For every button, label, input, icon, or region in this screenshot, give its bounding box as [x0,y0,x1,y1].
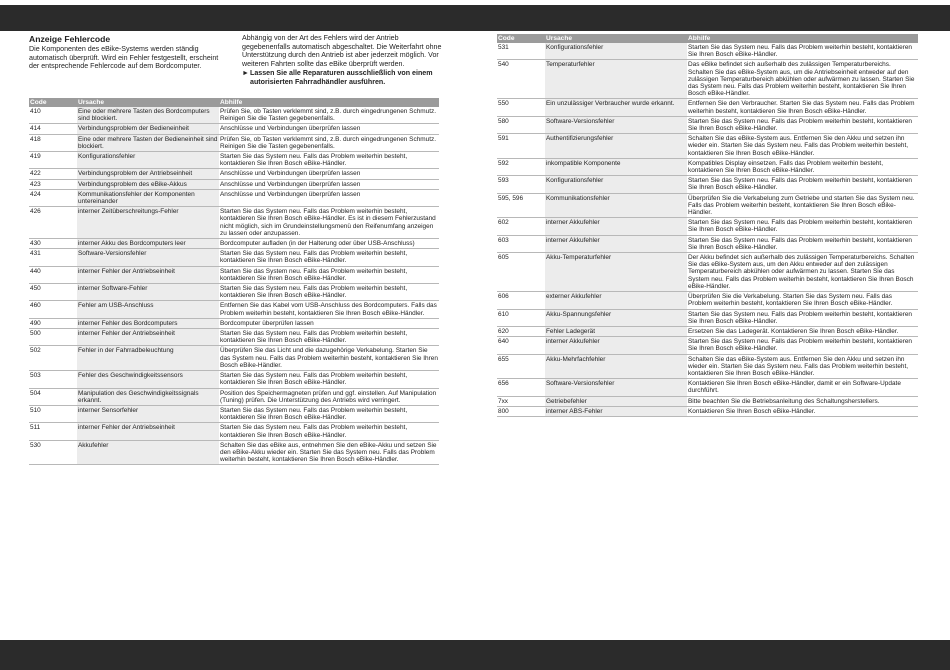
remedy-cell: Schalten Sie das eBike-System aus. Entfernen Sie den Akku und setzen ihn wieder ein. Starten Sie das System neu. Falls das Problem weiterhin besteht, kontaktieren Sie Ihren Bosch eBike-Händler. [687,354,918,379]
bottom-bar [0,640,950,670]
table-row [29,239,439,249]
error-code-cell: 606 [497,292,545,309]
table-row [29,346,439,371]
remedy-cell: Kontaktieren Sie Ihren Bosch eBike-Händler, damit er ein Software-Update durchführt. [687,379,918,396]
cause-cell: Fehler in der Fahrradbeleuchtung [77,346,219,371]
error-code-cell: 423 [29,179,77,189]
table-row [497,253,918,292]
table-row [29,107,439,124]
table-row [497,396,918,406]
remedy-cell: Starten Sie das System neu. Falls das Problem weiterhin besteht, kontaktieren Sie Ihren Bosch eBike-Händler. [687,235,918,252]
error-code-cell: 655 [497,354,545,379]
error-code-cell: 426 [29,207,77,239]
error-code-cell: 510 [29,405,77,422]
error-code-cell: 540 [497,60,545,99]
table-row [29,124,439,134]
remedy-cell: Bordcomputer überprüfen lassen [219,318,439,328]
table-row [29,169,439,179]
table-row [497,337,918,354]
header-remedy: Abhilfe [687,34,918,43]
remedy-cell: Überprüfen Sie die Verkabelung zum Getriebe und starten Sie das System neu. Falls das Problem weiterhin besteht, kontaktieren Sie Ihren Bosch eBike-Händler. [687,193,918,218]
repair-note [242,69,442,86]
error-code-cell: 422 [29,169,77,179]
cause-cell: externer Akkufehler [545,292,687,309]
table-row [29,152,439,169]
error-code-cell: 430 [29,239,77,249]
remedy-cell: Anschlüsse und Verbindungen überprüfen lassen [219,179,439,189]
remedy-cell: Bordcomputer aufladen (in der Halterung oder über USB-Anschluss) [219,239,439,249]
cause-cell: Eine oder mehrere Tasten der Bedieneinheit sind blockiert. [78,135,218,150]
cause-cell: Authentifizierungsfehler [545,134,687,159]
remedy-cell: Kontaktieren Sie Ihren Bosch eBike-Händler. [687,406,918,416]
cause-cell: Fehler des Geschwindigkeitssensors [77,371,219,388]
table-row [497,379,918,396]
cause-cell: inkompatible Komponente [545,158,687,175]
error-code-cell: 431 [29,249,77,266]
error-code-cell: 502 [29,346,77,371]
remedy-cell: Starten Sie das System neu. Falls das Problem weiterhin besteht, kontaktieren Sie Ihren Bosch eBike-Händler. [687,309,918,326]
remedy-cell: Anschlüsse und Verbindungen überprüfen lassen [219,189,439,206]
error-code-cell: 419 [29,152,77,169]
error-code-cell: 418 [29,134,77,151]
table-row [497,354,918,379]
cause-cell: interner Sensorfehler [77,405,219,422]
intro-right [242,34,442,87]
remedy-cell: Schalten Sie das eBike aus, entnehmen Sie den eBike-Akku und setzen Sie den eBike-Akku wieder ein. Starten Sie das System neu. Falls das Problem weiterhin besteht, kontaktieren Sie Ihren Bosch eBike-Händler. [219,440,439,465]
remedy-cell: Position des Speichermagneten prüfen und ggf. einstellen. Auf Manipulation (Tuning) prüfen. Die Unterstützung des Antriebs wird verringert. [219,388,439,405]
remedy-cell: Überprüfen Sie das Licht und die dazugehörige Verkabelung. Starten Sie das System neu. Falls das Problem weiterhin besteht, kontaktieren Sie Ihren Bosch eBike-Händler. [220,347,438,369]
table-row [29,266,439,283]
cause-cell: Konfigurationsfehler [545,43,687,60]
table-row [29,388,439,405]
header-remedy: Abhilfe [219,98,439,107]
table-row [29,284,439,301]
table-row [497,99,918,116]
error-code-cell: 424 [29,189,77,206]
cause-cell: Konfigurationsfehler [77,152,219,169]
table-row [497,176,918,193]
error-code-cell: 602 [497,218,545,235]
table-row [497,218,918,235]
remedy-cell: Starten Sie das System neu. Falls das Problem weiterhin besteht, kontaktieren Sie Ihren Bosch eBike-Händler. [687,337,918,354]
header-code: Code [497,34,545,43]
table-body-right [497,43,918,416]
cause-cell: Kommunikationsfehler der Komponenten untereinander [77,189,219,206]
remedy-cell: Ersetzen Sie das Ladegerät. Kontaktieren Sie Ihren Bosch eBike-Händler. [687,326,918,336]
repair-note-text: Lassen Sie alle Reparaturen ausschließlich von einem autorisierten Fahrradhändler ausführen. [250,69,433,86]
cause-cell: Verbindungsproblem der Antriebseinheit [77,169,219,179]
cause-cell: interner Zeitüberschreitungs-Fehler [77,207,219,239]
cause-cell: interner Fehler der Antriebseinheit [77,266,219,283]
error-code-cell: 530 [29,440,77,465]
section-heading: Anzeige Fehlercode [29,34,111,44]
error-code-cell: 504 [29,388,77,405]
error-code-table-right [497,34,918,417]
table-row [497,116,918,133]
remedy-cell: Starten Sie das System neu. Falls das Problem weiterhin besteht, kontaktieren Sie Ihren Bosch eBike-Händler. [219,371,439,388]
intro-section [29,34,442,98]
header-cause: Ursache [77,98,219,107]
remedy-cell: Anschlüsse und Verbindungen überprüfen lassen [219,169,439,179]
cause-cell: Fehler Ladegerät [545,326,687,336]
remedy-cell: Starten Sie das System neu. Falls das Problem weiterhin besteht, kontaktieren Sie Ihren Bosch eBike-Händler. [687,116,918,133]
intro-paragraph-1: Die Komponenten des eBike-Systems werden ständig automatisch überprüft. Wird ein Fehler festgestellt, erscheint der entsprechende Fehlercode auf dem Bordcomputer. [29,45,219,71]
cause-cell: Software-Versionsfehler [545,379,687,396]
table-row [497,406,918,416]
triangle-bullet-icon: ► [242,69,250,78]
error-code-cell: 610 [497,309,545,326]
cause-cell: interner Akkufehler [545,218,687,235]
cause-cell: Kommunikationsfehler [545,193,687,218]
table-row [29,329,439,346]
table-row [29,134,439,151]
table-row [497,60,918,99]
error-code-cell: 550 [497,99,545,116]
table-row [497,134,918,159]
cause-cell: Fehler am USB-Anschluss [77,301,219,318]
intro-left [29,34,229,71]
cause-cell: interner Akku des Bordcomputers leer [77,239,219,249]
remedy-cell: Entfernen Sie den Verbraucher. Starten Sie das System neu. Falls das Problem weiterhin besteht, kontaktieren Sie Ihren Bosch eBike-Händler. [687,99,918,116]
error-code-cell: 800 [497,406,545,416]
table-header-row [29,98,439,107]
cause-cell: Konfigurationsfehler [545,176,687,193]
cause-cell: interner Fehler des Bordcomputers [77,318,219,328]
table-row [29,189,439,206]
error-code-cell: 595, 596 [497,193,545,218]
cause-cell: Akku-Temperaturfehler [545,253,687,292]
error-code-cell: 440 [29,266,77,283]
remedy-cell: Starten Sie das System neu. Falls das Problem weiterhin besteht, kontaktieren Sie Ihren Bosch eBike-Händler. Es ist in diesem Fehlerzustand nicht möglich, sich im Grundeinstellungsmenü den Reifenumfang anzeigen zu lassen oder anzupassen. [219,207,439,239]
cause-cell: Akku-Mehrfachfehler [545,354,687,379]
remedy-cell: Starten Sie das System neu. Falls das Problem weiterhin besteht, kontaktieren Sie Ihren Bosch eBike-Händler. [219,249,439,266]
error-code-cell: 656 [497,379,545,396]
remedy-cell: Starten Sie das System neu. Falls das Problem weiterhin besteht, kontaktieren Sie Ihren Bosch eBike-Händler. [219,284,439,301]
error-code-cell: 580 [497,116,545,133]
header-cause: Ursache [545,34,687,43]
header-code: Code [29,98,77,107]
error-code-cell: 511 [29,423,77,440]
cause-cell: interner Fehler der Antriebseinheit [77,329,219,346]
cause-cell: Getriebefehler [545,396,687,406]
table-row [497,193,918,218]
cause-cell: Akku-Spannungsfehler [545,309,687,326]
remedy-cell: Der Akku befindet sich außerhalb des zulässigen Temperaturbereichs. Schalten Sie das eBike-System aus, um den Akku entweder auf den zulässigen Temperaturbereich abkühlen oder aufwärmen zu lassen. Starten Sie das System neu. Falls das Problem weiterhin besteht, kontaktieren Sie Ihren Bosch eBike-Händler. [687,253,918,292]
error-code-cell: 592 [497,158,545,175]
remedy-cell: Starten Sie das System neu. Falls das Problem weiterhin besteht, kontaktieren Sie Ihren Bosch eBike-Händler. [219,329,439,346]
remedy-cell: Starten Sie das System neu. Falls das Problem weiterhin besteht, kontaktieren Sie Ihren Bosch eBike-Händler. [219,152,439,169]
remedy-cell: Starten Sie das System neu. Falls das Problem weiterhin besteht, kontaktieren Sie Ihren Bosch eBike-Händler. [219,405,439,422]
cause-cell: Verbindungsproblem der Bedieneinheit [77,124,219,134]
cause-cell: interner ABS-Fehler [545,406,687,416]
remedy-cell: Bitte beachten Sie die Betriebsanleitung des Schaltungsherstellers. [687,396,918,406]
error-code-cell: 490 [29,318,77,328]
cause-cell: interner Akkufehler [545,337,687,354]
remedy-cell: Starten Sie das System neu. Falls das Problem weiterhin besteht, kontaktieren Sie Ihren Bosch eBike-Händler. [219,423,439,440]
remedy-cell: Entfernen Sie das Kabel vom USB-Anschluss des Bordcomputers. Falls das Problem weiterhin besteht, kontaktieren Sie Ihren Bosch eBike-Händler. [219,301,439,318]
remedy-cell: Starten Sie das System neu. Falls das Problem weiterhin besteht, kontaktieren Sie Ihren Bosch eBike-Händler. [219,266,439,283]
remedy-cell: Starten Sie das System neu. Falls das Problem weiterhin besteht, kontaktieren Sie Ihren Bosch eBike-Händler. [687,218,918,235]
table-row [29,207,439,239]
error-code-cell: 591 [497,134,545,159]
error-code-cell: 531 [497,43,545,60]
error-code-cell: 410 [29,107,77,124]
table-row [29,440,439,465]
table-row [29,179,439,189]
right-column [497,34,918,417]
error-code-cell: 620 [497,326,545,336]
cause-cell: interner Software-Fehler [77,284,219,301]
error-code-cell: 7xx [497,396,545,406]
table-row [29,318,439,328]
cause-cell: interner Akkufehler [545,235,687,252]
cause-cell: Verbindungsproblem des eBike-Akkus [77,179,219,189]
error-code-cell: 414 [29,124,77,134]
error-code-table-left [29,98,439,465]
remedy-cell: Überprüfen Sie die Verkabelung. Starten Sie das System neu. Falls das Problem weiterhin besteht, kontaktieren Sie Ihren Bosch eBike-Händler. [687,292,918,309]
remedy-cell: Schalten Sie das eBike-System aus. Entfernen Sie den Akku und setzen ihn wieder ein. Starten Sie das System neu. Falls das Problem weiterhin besteht, kontaktieren Sie Ihren Bosch eBike-Händler. [687,134,918,159]
cause-cell: Software-Versionsfehler [77,249,219,266]
table-row [497,326,918,336]
remedy-cell: Prüfen Sie, ob Tasten verklemmt sind, z.B. durch eingedrungenen Schmutz. Reinigen Sie die Tasten gegebenenfalls. [219,134,439,151]
remedy-cell: Starten Sie das System neu. Falls das Problem weiterhin besteht, kontaktieren Sie Ihren Bosch eBike-Händler. [687,43,918,60]
cause-cell: Eine oder mehrere Tasten des Bordcomputers sind blockiert. [77,107,219,124]
table-header-row [497,34,918,43]
remedy-cell: Anschlüsse und Verbindungen überprüfen lassen [219,124,439,134]
cause-cell: Temperaturfehler [545,60,687,99]
left-column [29,34,442,465]
table-row [497,43,918,60]
table-body-left [29,107,439,465]
table-row [497,292,918,309]
table-row [497,158,918,175]
table-row [29,405,439,422]
table-row [29,301,439,318]
error-code-cell: 450 [29,284,77,301]
error-code-cell: 593 [497,176,545,193]
cause-cell: Ein unzulässiger Verbraucher wurde erkannt. [545,99,687,116]
error-code-cell: 503 [29,371,77,388]
error-code-cell: 605 [497,253,545,292]
cause-cell: Manipulation des Geschwindigkeitssignals erkannt. [77,388,219,405]
table-row [497,309,918,326]
top-bar [0,5,950,31]
table-row [497,235,918,252]
remedy-cell: Das eBike befindet sich außerhalb des zulässigen Temperaturbereichs. Schalten Sie das eBike-System aus, um die Antriebseinheit entweder auf den zulässigen Temperaturbereich abkühlen oder aufwärmen zu lassen. Starten Sie das System neu. Falls das Problem weiterhin besteht, kontaktieren Sie Ihren Bosch eBike-Händler. [687,60,918,99]
remedy-cell: Kompatibles Display einsetzen. Falls das Problem weiterhin besteht, kontaktieren Sie Ihren Bosch eBike-Händler. [687,158,918,175]
cause-cell: Software-Versionsfehler [545,116,687,133]
cause-cell: Akkufehler [77,440,219,465]
cause-cell: interner Fehler der Antriebseinheit [77,423,219,440]
remedy-cell: Starten Sie das System neu. Falls das Problem weiterhin besteht, kontaktieren Sie Ihren Bosch eBike-Händler. [687,176,918,193]
error-code-cell: 500 [29,329,77,346]
table-row [29,371,439,388]
error-code-cell: 603 [497,235,545,252]
remedy-cell: Prüfen Sie, ob Tasten verklemmt sind, z.B. durch eingedrungenen Schmutz. Reinigen Sie die Tasten gegebenenfalls. [219,107,439,124]
error-code-cell: 640 [497,337,545,354]
intro-paragraph-2: Abhängig von der Art des Fehlers wird der Antrieb gegebenenfalls automatisch abgeschaltet. Die Weiterfahrt ohne Unterstützung durch den Antrieb ist aber jederzeit möglich. Vor weiteren Fahrten sollte das eBike überprüft werden. [242,34,442,68]
table-row [29,249,439,266]
error-code-cell: 460 [29,301,77,318]
table-row [29,423,439,440]
